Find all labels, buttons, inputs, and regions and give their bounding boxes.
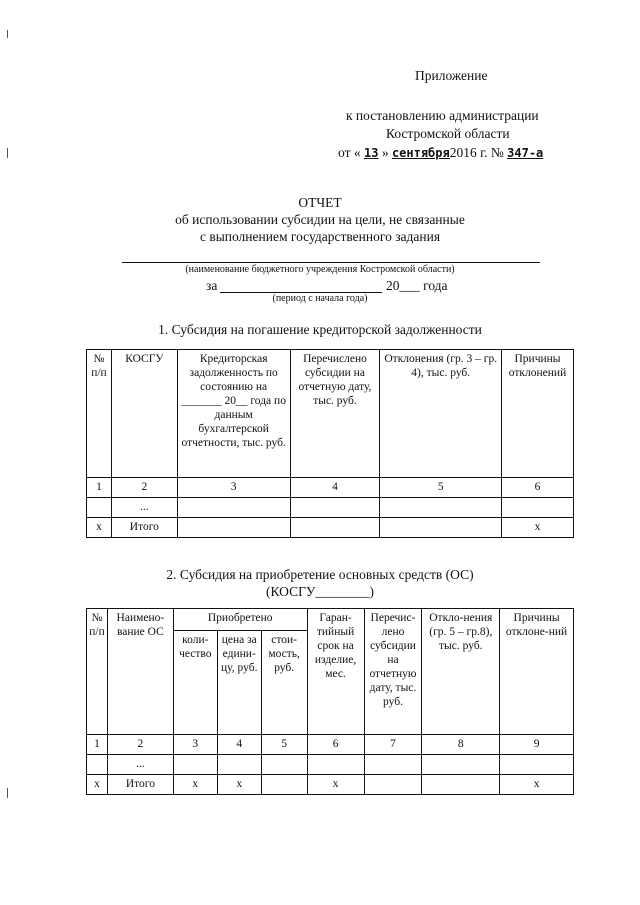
section2-kosgu: (КОСГУ________) <box>266 584 374 599</box>
appendix-label: Приложение <box>415 68 488 83</box>
table-cell <box>422 755 500 775</box>
period-year: 20___ года <box>386 278 448 293</box>
date-prefix: от « <box>338 145 361 160</box>
col-number: 5 <box>380 478 502 498</box>
col-number: 3 <box>177 478 290 498</box>
period-caption: (период с начала года) <box>272 293 368 304</box>
total-x-cell: х <box>307 775 364 795</box>
col-number: 6 <box>307 735 364 755</box>
date-year: 2016 г. № <box>449 145 504 160</box>
decree-line: к постановлению администрации <box>346 108 539 123</box>
table-cell <box>261 755 307 775</box>
col-header-cost: стои-мость, руб. <box>261 631 307 735</box>
institution-line <box>122 262 540 263</box>
institution-caption: (наименование бюджетного учреждения Костромской области) <box>185 264 455 275</box>
col-header-name: Наимено-вание ОС <box>107 609 173 735</box>
margin-mark <box>7 788 8 798</box>
date-mid: » <box>381 145 389 160</box>
total-x-cell: х <box>173 775 217 795</box>
col-number: 3 <box>173 735 217 755</box>
region-line: Костромской области <box>386 126 510 141</box>
total-x-cell: х <box>500 775 574 795</box>
col-header-qty: коли-чество <box>173 631 217 735</box>
section2-heading: 2. Субсидия на приобретение основных средств (ОС) <box>166 567 474 582</box>
date-day: 13 <box>363 146 379 160</box>
col-number: 8 <box>422 735 500 755</box>
col-header-debt: Кредиторская задолженность по состоянию на _______ 20__ года по данным бухгалтерской отчетности, тыс. руб. <box>177 350 290 478</box>
table-cell <box>177 498 290 518</box>
ellipsis-cell: ... <box>107 755 173 775</box>
table-header-row <box>87 350 574 478</box>
total-label: Итого <box>111 518 177 538</box>
margin-mark <box>7 148 8 158</box>
col-header-transferred: Перечислено субсидии на отчетную дату, тыс. руб. <box>290 350 380 478</box>
report-subtitle-1: об использовании субсидии на цели, не связанные <box>175 212 465 227</box>
decree-number: 347-а <box>507 146 544 160</box>
table-cell <box>177 518 290 538</box>
margin-mark <box>7 30 8 38</box>
col-header-reasons: Причины отклонений <box>502 350 574 478</box>
col-number: 6 <box>502 478 574 498</box>
table-row <box>87 498 574 518</box>
total-x-cell: х <box>217 775 261 795</box>
col-header-no: № п/п <box>87 609 108 735</box>
report-subtitle-2: с выполнением государственного задания <box>199 229 441 244</box>
creditor-debt-table <box>86 349 574 538</box>
table-cell <box>217 755 261 775</box>
total-x-cell: х <box>87 518 112 538</box>
ellipsis-cell: ... <box>111 498 177 518</box>
table-row <box>87 478 574 498</box>
report-title: ОТЧЕТ <box>298 195 342 210</box>
col-number: 1 <box>87 735 108 755</box>
table-cell <box>290 518 380 538</box>
col-number: 4 <box>290 478 380 498</box>
table-cell <box>502 498 574 518</box>
date-line <box>338 145 543 161</box>
fixed-assets-table <box>86 608 574 795</box>
total-x-cell: х <box>502 518 574 538</box>
table-cell <box>261 775 307 795</box>
col-number: 9 <box>500 735 574 755</box>
total-row <box>87 775 574 795</box>
col-header-transferred: Перечис-лено субсидии на отчетную дату, тыс. руб. <box>364 609 422 735</box>
table-header-row <box>87 609 574 631</box>
table-cell <box>364 755 422 775</box>
date-month: сентября <box>391 146 450 160</box>
table-row <box>87 755 574 775</box>
col-header-reasons: Причины отклоне-ний <box>500 609 574 735</box>
col-number: 7 <box>364 735 422 755</box>
col-header-warranty: Гаран-тийный срок на изделие, мес. <box>307 609 364 735</box>
total-label: Итого <box>107 775 173 795</box>
table-cell <box>290 498 380 518</box>
total-row <box>87 518 574 538</box>
period-prefix: за <box>206 278 218 293</box>
col-number: 5 <box>261 735 307 755</box>
total-x-cell: х <box>87 775 108 795</box>
table-cell <box>173 755 217 775</box>
col-header-no: № п/п <box>87 350 112 478</box>
col-number: 1 <box>87 478 112 498</box>
table-row <box>87 735 574 755</box>
table-cell <box>380 518 502 538</box>
table-cell <box>87 498 112 518</box>
col-number: 2 <box>107 735 173 755</box>
col-header-deviation: Отклонения (гр. 3 – гр. 4), тыс. руб. <box>380 350 502 478</box>
table-cell <box>87 755 108 775</box>
section1-heading: 1. Субсидия на погашение кредиторской задолженности <box>158 322 482 337</box>
col-header-acquired: Приобретено <box>173 609 307 631</box>
table-cell <box>380 498 502 518</box>
table-cell <box>307 755 364 775</box>
table-cell <box>422 775 500 795</box>
col-number: 2 <box>111 478 177 498</box>
table-cell <box>364 775 422 795</box>
col-number: 4 <box>217 735 261 755</box>
col-header-deviation: Откло-нения (гр. 5 – гр.8), тыс. руб. <box>422 609 500 735</box>
col-header-price: цена за едини-цу, руб. <box>217 631 261 735</box>
table-cell <box>500 755 574 775</box>
col-header-kosgu: КОСГУ <box>111 350 177 478</box>
